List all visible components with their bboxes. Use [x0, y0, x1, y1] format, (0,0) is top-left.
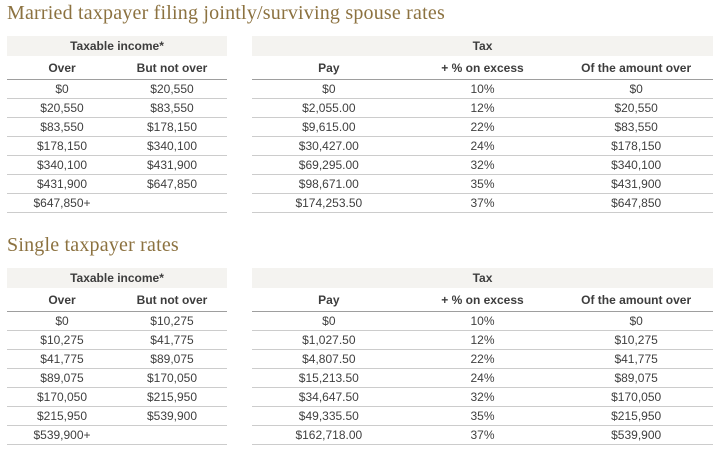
table-cell: 10%	[406, 312, 560, 331]
table-cell: $41,775	[117, 331, 227, 350]
table-cell: 37%	[406, 426, 560, 445]
column-header: But not over	[117, 56, 227, 80]
table-row	[7, 99, 227, 118]
table-cell: 37%	[406, 194, 560, 213]
table-cell: $431,900	[559, 175, 713, 194]
table-cell: $0	[252, 312, 406, 331]
table-row	[252, 80, 713, 99]
table-row	[7, 369, 227, 388]
married-tax-table	[252, 36, 713, 213]
column-header: Over	[7, 56, 117, 80]
table-cell: 32%	[406, 156, 560, 175]
table-cell: 22%	[406, 118, 560, 137]
table-cell: $89,075	[117, 350, 227, 369]
table-cell: $178,150	[559, 137, 713, 156]
table-cell: $49,335.50	[252, 407, 406, 426]
table-row	[252, 156, 713, 175]
table-row	[7, 331, 227, 350]
table-cell: $69,295.00	[252, 156, 406, 175]
table-cell: $178,150	[7, 137, 117, 156]
table-row	[252, 99, 713, 118]
column-header: + % on excess	[406, 56, 560, 80]
table-group-header-row	[7, 268, 227, 288]
table-cell: $9,615.00	[252, 118, 406, 137]
table-row	[252, 137, 713, 156]
table-group-header: Taxable income*	[7, 36, 227, 56]
table-row	[252, 350, 713, 369]
table-row	[252, 331, 713, 350]
table-cell: $215,950	[117, 388, 227, 407]
table-row	[7, 137, 227, 156]
section-married-rates	[7, 2, 713, 213]
table-cell: 32%	[406, 388, 560, 407]
table-cell: $539,900	[117, 407, 227, 426]
column-header: Of the amount over	[559, 288, 713, 312]
table-row	[7, 350, 227, 369]
table-cell: 24%	[406, 137, 560, 156]
table-cell: $10,275	[7, 331, 117, 350]
table-cell: $340,100	[117, 137, 227, 156]
table-row	[7, 407, 227, 426]
table-cell: 22%	[406, 350, 560, 369]
table-cell: $41,775	[7, 350, 117, 369]
table-row	[7, 312, 227, 331]
table-group-header: Tax	[252, 36, 713, 56]
table-cell: $83,550	[117, 99, 227, 118]
table-cell: $215,950	[7, 407, 117, 426]
column-header: But not over	[117, 288, 227, 312]
table-cell: $0	[559, 312, 713, 331]
table-cell: 12%	[406, 99, 560, 118]
table-cell: $30,427.00	[252, 137, 406, 156]
table-row	[7, 388, 227, 407]
table-cell: $431,900	[117, 156, 227, 175]
table-row	[252, 407, 713, 426]
table-cell: $83,550	[7, 118, 117, 137]
table-cell: $2,055.00	[252, 99, 406, 118]
table-cell: $89,075	[559, 369, 713, 388]
table-cell: 35%	[406, 175, 560, 194]
table-column-header-row	[7, 288, 227, 312]
married-taxable-income-table	[7, 36, 227, 213]
married-tables-row	[7, 36, 713, 213]
table-row	[7, 175, 227, 194]
table-cell: $170,050	[7, 388, 117, 407]
table-cell: $170,050	[117, 369, 227, 388]
table-cell: $20,550	[117, 80, 227, 99]
table-cell: $0	[7, 312, 117, 331]
column-header: + % on excess	[406, 288, 560, 312]
table-column-header-row	[252, 288, 713, 312]
table-cell: $4,807.50	[252, 350, 406, 369]
table-cell: $89,075	[7, 369, 117, 388]
table-cell: 10%	[406, 80, 560, 99]
table-cell: $162,718.00	[252, 426, 406, 445]
table-cell: $10,275	[559, 331, 713, 350]
table-row	[252, 118, 713, 137]
table-cell: $647,850	[559, 194, 713, 213]
table-row	[252, 175, 713, 194]
table-cell	[117, 194, 227, 213]
column-header: Pay	[252, 56, 406, 80]
table-group-header: Taxable income*	[7, 268, 227, 288]
table-row	[7, 156, 227, 175]
table-cell: $1,027.50	[252, 331, 406, 350]
table-row	[7, 194, 227, 213]
column-header: Of the amount over	[559, 56, 713, 80]
table-cell: $0	[7, 80, 117, 99]
table-row	[7, 80, 227, 99]
table-group-header-row	[252, 268, 713, 288]
table-cell: $539,900	[559, 426, 713, 445]
table-cell: $340,100	[559, 156, 713, 175]
column-header: Over	[7, 288, 117, 312]
table-cell: 24%	[406, 369, 560, 388]
table-cell: 12%	[406, 331, 560, 350]
single-tax-table	[252, 268, 713, 445]
table-cell: $0	[559, 80, 713, 99]
table-row	[252, 388, 713, 407]
table-cell: $647,850	[117, 175, 227, 194]
table-cell: $20,550	[559, 99, 713, 118]
table-column-header-row	[252, 56, 713, 80]
section-single-rates	[7, 234, 713, 445]
table-group-header: Tax	[252, 268, 713, 288]
table-row	[252, 194, 713, 213]
table-group-header-row	[252, 36, 713, 56]
table-cell: $41,775	[559, 350, 713, 369]
single-tables-row	[7, 268, 713, 445]
table-row	[252, 426, 713, 445]
table-cell: $20,550	[7, 99, 117, 118]
table-cell: $174,253.50	[252, 194, 406, 213]
table-cell: $34,647.50	[252, 388, 406, 407]
table-cell: $10,275	[117, 312, 227, 331]
table-row	[252, 312, 713, 331]
table-cell: $170,050	[559, 388, 713, 407]
table-cell: $215,950	[559, 407, 713, 426]
table-row	[252, 369, 713, 388]
table-cell: $15,213.50	[252, 369, 406, 388]
table-cell: $178,150	[117, 118, 227, 137]
table-cell: $539,900+	[7, 426, 117, 445]
table-cell: $647,850+	[7, 194, 117, 213]
table-cell: $98,671.00	[252, 175, 406, 194]
section-title-married: Married taxpayer filing jointly/surviving spouse rates	[7, 2, 445, 24]
table-column-header-row	[7, 56, 227, 80]
table-group-header-row	[7, 36, 227, 56]
table-cell	[117, 426, 227, 445]
table-row	[7, 426, 227, 445]
table-row	[7, 118, 227, 137]
column-header: Pay	[252, 288, 406, 312]
single-taxable-income-table	[7, 268, 227, 445]
table-cell: $431,900	[7, 175, 117, 194]
table-cell: 35%	[406, 407, 560, 426]
section-title-single: Single taxpayer rates	[7, 234, 179, 256]
table-cell: $0	[252, 80, 406, 99]
table-cell: $83,550	[559, 118, 713, 137]
table-cell: $340,100	[7, 156, 117, 175]
